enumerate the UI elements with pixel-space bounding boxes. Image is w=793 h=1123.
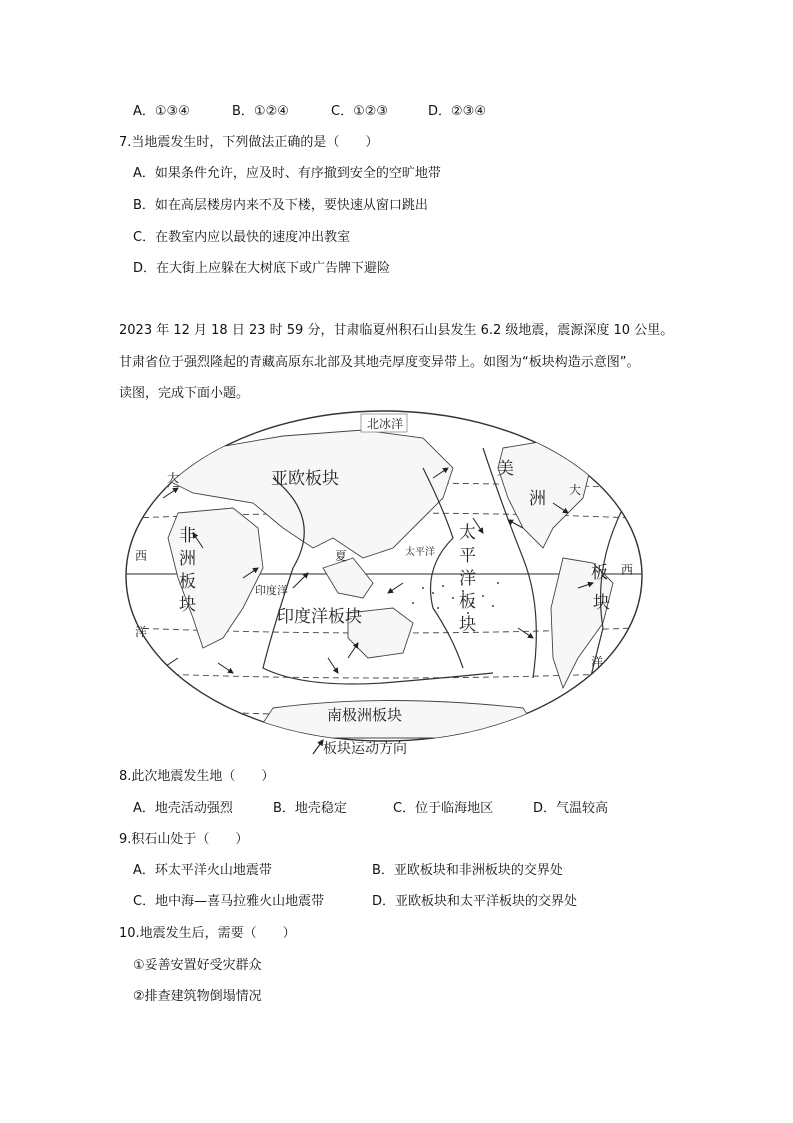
q9-option-a: A．环太平洋火山地震带 xyxy=(133,863,272,878)
q7-option-a: A．如果条件允许，应及时、有序撤到安全的空旷地带 xyxy=(133,166,441,181)
q6-option-a: A．①③④ xyxy=(133,104,190,119)
label-indian-ocean: 印度洋 xyxy=(255,584,288,597)
plate-tectonics-map xyxy=(123,408,645,760)
q10-item-1: ①妥善安置好受灾群众 xyxy=(133,958,262,973)
q8-stem: 8.此次地震发生地（ ） xyxy=(119,769,275,784)
legend-label: 板块运动方向 xyxy=(323,741,407,757)
passage-line-1: 2023 年 12 月 18 日 23 时 59 分，甘肃临夏州积石山县发生 6.2 级地震，震源深度 10 公里。 xyxy=(119,323,674,338)
label-arctic-ocean: 北冰洋 xyxy=(367,417,404,431)
q10-stem: 10.地震发生后，需要（ ） xyxy=(119,926,296,941)
label-indian-ocean-plate: 印度洋板块 xyxy=(277,607,362,627)
q6-option-c: C．①②③ xyxy=(331,104,389,119)
label-atlantic-left-1: 大 xyxy=(167,471,180,485)
q8-option-c: C．位于临海地区 xyxy=(393,801,494,816)
label-atlantic-right-1: 大 xyxy=(569,483,582,497)
q9-option-d: D．亚欧板块和太平洋板块的交界处 xyxy=(372,894,578,909)
label-african-plate-1: 非 xyxy=(179,526,196,546)
q6-option-b: B．①②④ xyxy=(232,104,289,119)
q7-stem: 7.当地震发生时，下列做法正确的是（ ） xyxy=(119,135,379,150)
label-pacific-ocean: 太平洋 xyxy=(405,547,435,558)
q8-option-b: B．地壳稳定 xyxy=(273,801,347,816)
q8-option-a: A．地壳活动强烈 xyxy=(133,801,233,816)
label-atlantic-right-2: 西 xyxy=(621,563,634,577)
q9-option-b: B．亚欧板块和非洲板块的交界处 xyxy=(372,863,563,878)
label-american-plate-3: 板 xyxy=(591,563,608,583)
label-pacific-plate-2: 平 xyxy=(459,546,476,566)
label-atlantic-left-3: 洋 xyxy=(135,625,148,639)
label-american-plate-4: 块 xyxy=(593,593,610,613)
label-pacific-plate-5: 块 xyxy=(459,615,476,635)
label-african-plate-3: 板 xyxy=(179,572,196,592)
label-african-plate-4: 块 xyxy=(179,595,196,615)
q9-stem: 9.积石山处于（ ） xyxy=(119,832,249,847)
label-pacific-plate-1: 太 xyxy=(459,523,476,543)
q7-option-d: D．在大街上应躲在大树底下或广告牌下避险 xyxy=(133,261,391,276)
label-atlantic-right-3: 洋 xyxy=(591,655,604,669)
label-eurasian-plate: 亚欧板块 xyxy=(271,469,339,489)
label-pacific-plate-3: 洋 xyxy=(459,569,476,589)
legend-arrow-icon xyxy=(313,740,323,754)
label-xia: 夏 xyxy=(335,549,348,563)
q8-option-d: D．气温较高 xyxy=(533,801,609,816)
label-african-plate-2: 洲 xyxy=(179,549,196,569)
q9-option-c: C．地中海—喜马拉雅火山地震带 xyxy=(133,894,325,909)
label-antarctic-plate: 南极洲板块 xyxy=(327,706,403,724)
label-american-plate-1: 美 xyxy=(497,459,514,479)
label-atlantic-left-2: 西 xyxy=(135,549,148,563)
q7-option-c: C．在教室内应以最快的速度冲出教室 xyxy=(133,230,351,245)
q6-option-d: D．②③④ xyxy=(428,104,486,119)
q7-option-b: B．如在高层楼房内来不及下楼，要快速从窗口跳出 xyxy=(133,198,428,213)
q10-item-2: ②排查建筑物倒塌情况 xyxy=(133,989,262,1004)
label-american-plate-2: 洲 xyxy=(529,489,546,509)
passage-line-2: 甘肃省位于强烈隆起的青藏高原东北部及其地壳厚度变异带上。如图为“板块构造示意图”。 xyxy=(119,355,640,370)
label-pacific-plate-4: 板 xyxy=(459,592,476,612)
passage-line-3: 读图，完成下面小题。 xyxy=(119,386,250,401)
